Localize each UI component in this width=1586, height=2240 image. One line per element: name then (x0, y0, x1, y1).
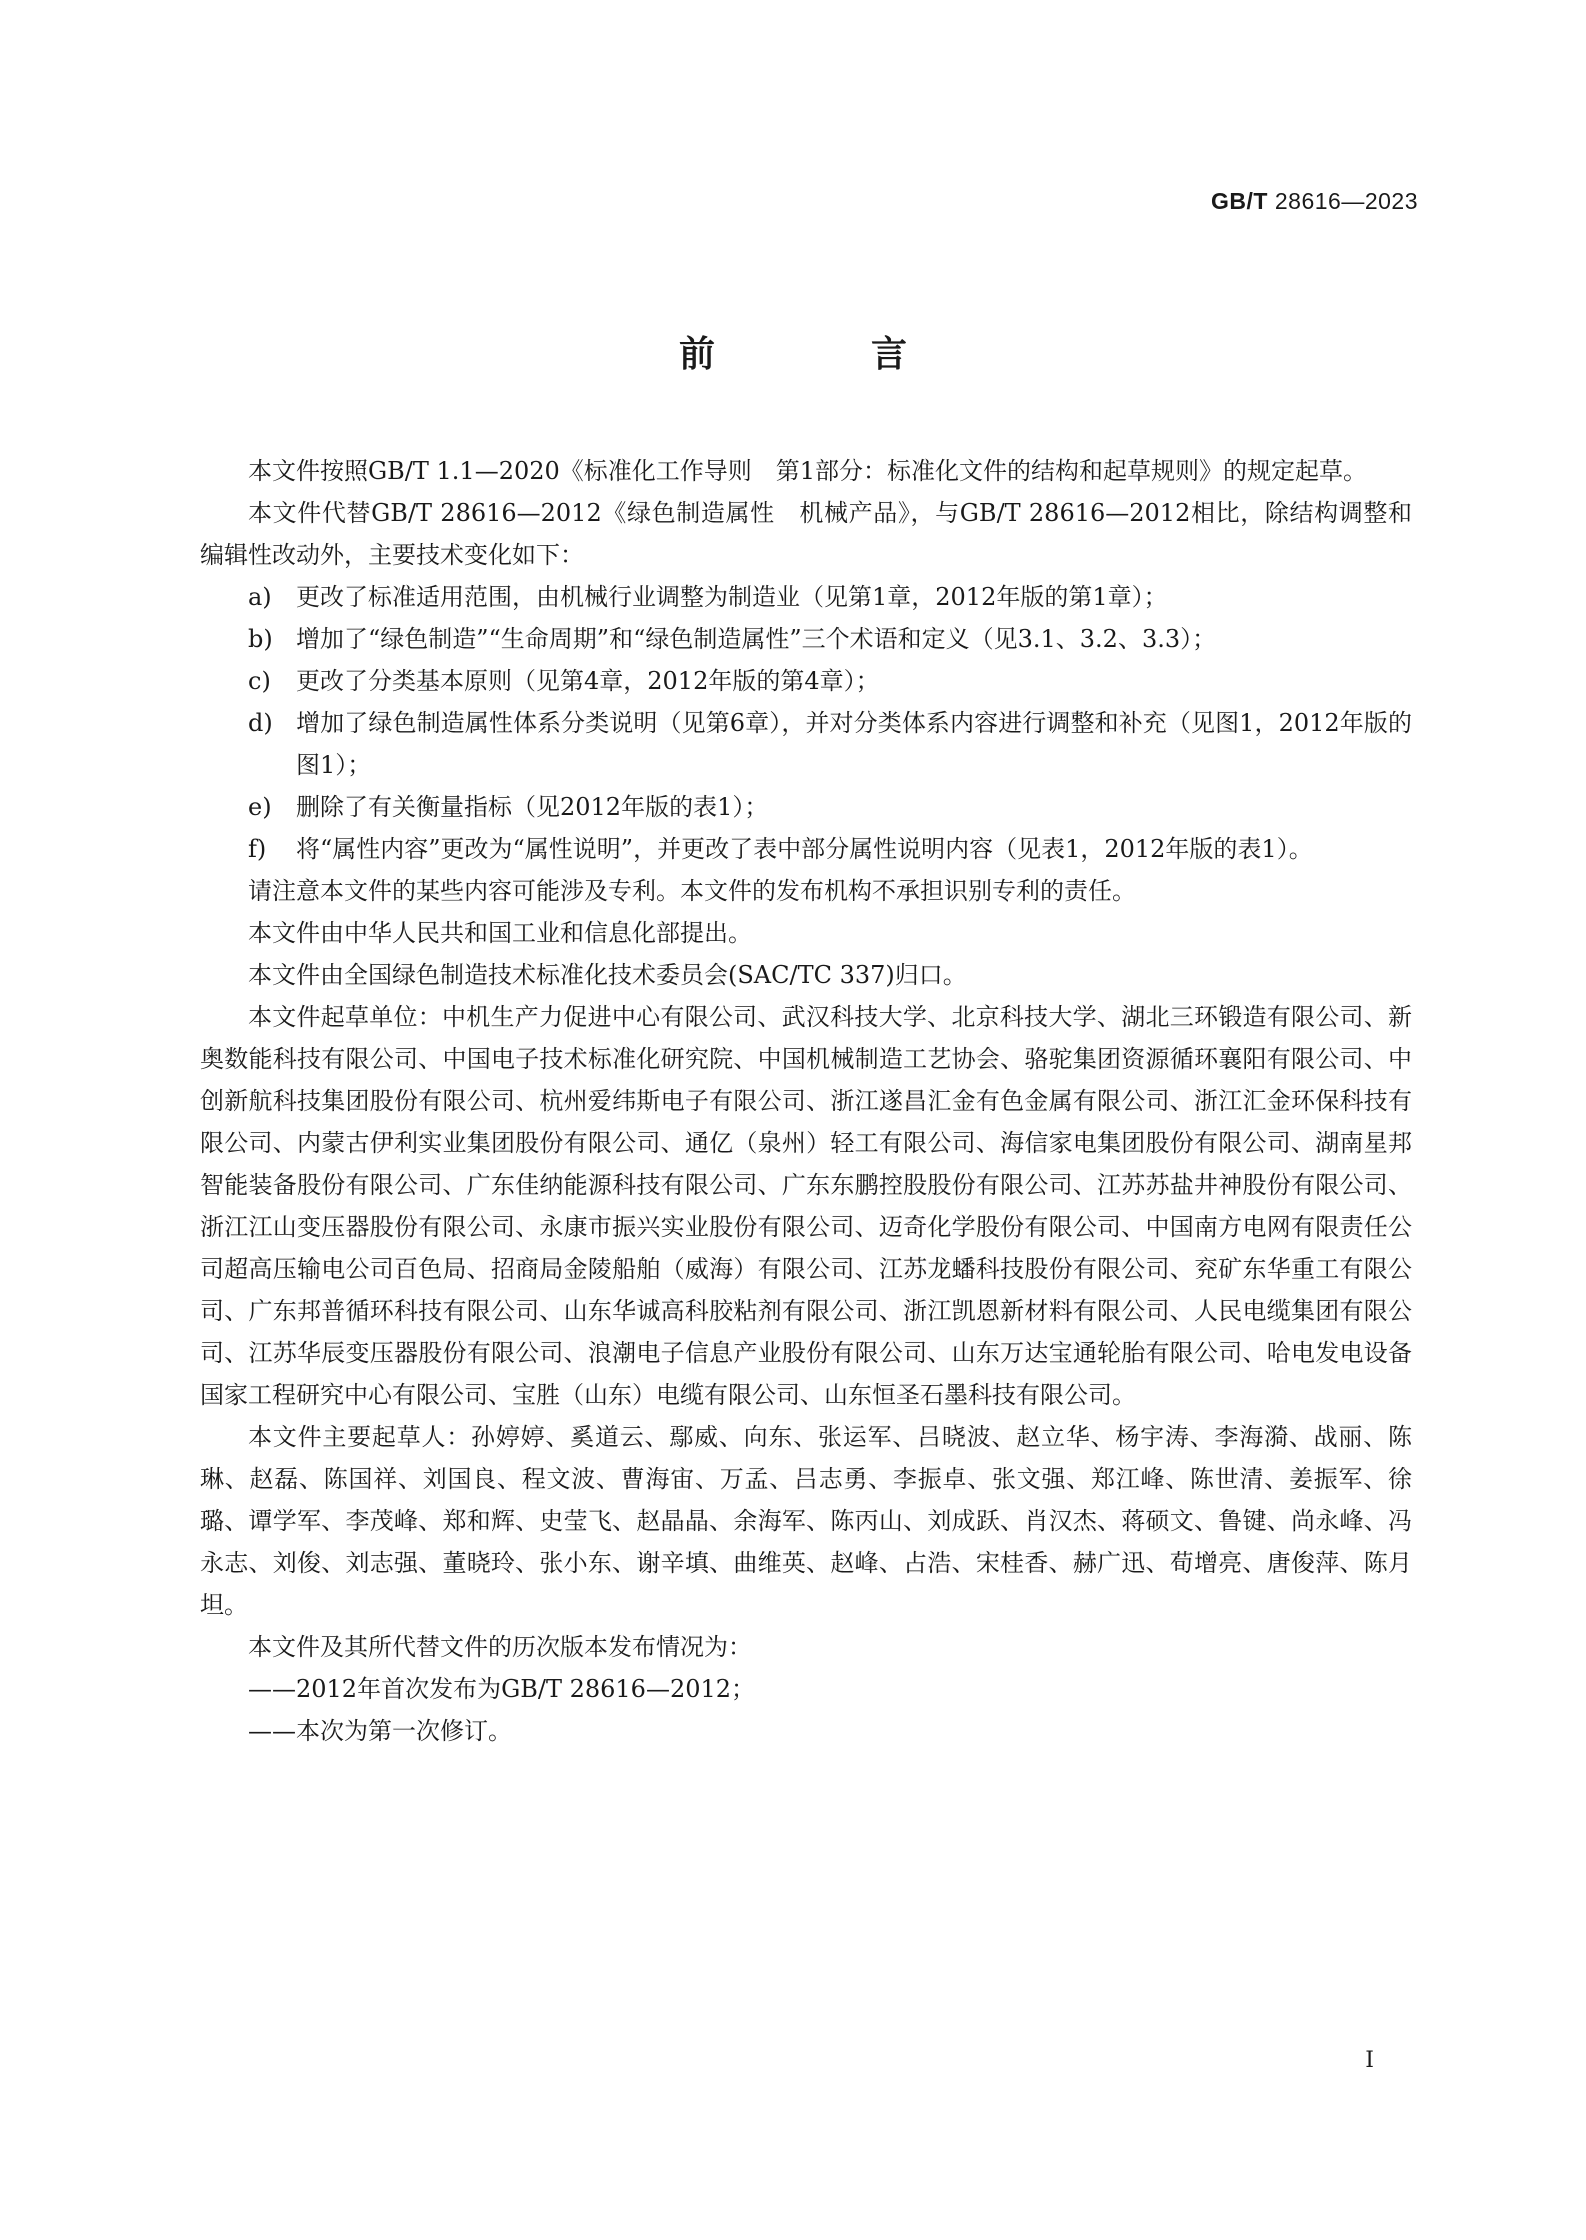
intro-paragraph: 本文件代替GB/T 28616—2012《绿色制造属性 机械产品》，与GB/T 28616—2012相比，除结构调整和编辑性改动外，主要技术变化如下： (200, 499, 1412, 569)
list-item-marker: f) (248, 835, 267, 863)
list-item-text: 更改了分类基本原则（见第4章，2012年版的第4章）； (296, 667, 880, 695)
intro-paragraph: 本文件按照GB/T 1.1—2020《标准化工作导则 第1部分：标准化文件的结构和起草规则》的规定起草。 (248, 457, 1368, 485)
page-number: Ⅰ (1365, 2048, 1374, 2073)
list-item-marker: c) (248, 667, 271, 695)
list-item (200, 576, 1412, 618)
list-item-marker: d) (248, 709, 273, 737)
document-body (200, 450, 1412, 1752)
list-item-marker: e) (248, 793, 272, 821)
drafters: 本文件主要起草人：孙婷婷、奚道云、鄢威、向东、张运军、吕晓波、赵立华、杨宇涛、李海漪、战丽、陈琳、赵磊、陈国祥、刘国良、程文波、曹海宙、万孟、吕志勇、李振卓、张文强、郑江峰、陈世清、姜振军、徐璐、谭学军、李茂峰、郑和辉、史莹飞、赵晶晶、余海军、陈丙山、刘成跃、肖汉杰、蒋硕文、鲁键、尚永峰、冯永志、刘俊、刘志强、董晓玲、张小东、谢辛填、曲维英、赵峰、占浩、宋桂香、赫广迅、荀增亮、唐俊萍、陈月坦。 (200, 1423, 1412, 1619)
proposer-statement: 本文件由中华人民共和国工业和信息化部提出。 (248, 919, 752, 947)
list-item-text: 增加了绿色制造属性体系分类说明（见第6章），并对分类体系内容进行调整和补充（见图1，2012年版的图1）； (296, 709, 1412, 779)
list-item-marker: b) (248, 625, 273, 653)
changes-list (200, 576, 1412, 870)
list-item (200, 828, 1412, 870)
history-item: ——2012年首次发布为GB/T 28616—2012； (248, 1675, 756, 1703)
list-item-marker: a) (248, 583, 272, 611)
list-item-text: 删除了有关衡量指标（见2012年版的表1）； (296, 793, 769, 821)
list-item-text: 更改了标准适用范围，由机械行业调整为制造业（见第1章，2012年版的第1章）； (296, 583, 1168, 611)
list-item (200, 786, 1412, 828)
document-code (1211, 188, 1418, 215)
page-title: 前 言 (678, 334, 967, 375)
list-item-text: 增加了“绿色制造”“生命周期”和“绿色制造属性”三个术语和定义（见3.1、3.2、3.3）； (296, 625, 1217, 653)
list-item (200, 660, 1412, 702)
history-intro: 本文件及其所代替文件的历次版本发布情况为： (248, 1633, 752, 1661)
document-code-number: 28616—2023 (1274, 188, 1418, 214)
committee-statement: 本文件由全国绿色制造技术标准化技术委员会(SAC/TC 337)归口。 (248, 961, 967, 989)
drafting-organizations: 本文件起草单位：中机生产力促进中心有限公司、武汉科技大学、北京科技大学、湖北三环锻造有限公司、新奥数能科技有限公司、中国电子技术标准化研究院、中国机械制造工艺协会、骆驼集团资源循环襄阳有限公司、中创新航科技集团股份有限公司、杭州爱纬斯电子有限公司、浙江遂昌汇金有色金属有限公司、浙江汇金环保科技有限公司、内蒙古伊利实业集团股份有限公司、通亿（泉州）轻工有限公司、海信家电集团股份有限公司、湖南星邦智能装备股份有限公司、广东佳纳能源科技有限公司、广东东鹏控股股份有限公司、江苏苏盐井神股份有限公司、浙江江山变压器股份有限公司、永康市振兴实业股份有限公司、迈奇化学股份有限公司、中国南方电网有限责任公司超高压输电公司百色局、招商局金陵船舶（威海）有限公司、江苏龙蟠科技股份有限公司、兖矿东华重工有限公司、广东邦普循环科技有限公司、山东华诚高科胶粘剂有限公司、浙江凯恩新材料有限公司、人民电缆集团有限公司、江苏华辰变压器股份有限公司、浪潮电子信息产业股份有限公司、山东万达宝通轮胎有限公司、哈电发电设备国家工程研究中心有限公司、宝胜（山东）电缆有限公司、山东恒圣石墨科技有限公司。 (200, 1003, 1412, 1409)
list-item (200, 618, 1412, 660)
history-item: ——本次为第一次修订。 (248, 1717, 512, 1745)
document-code-prefix: GB/T (1211, 188, 1268, 214)
list-item-text: 将“属性内容”更改为“属性说明”，并更改了表中部分属性说明内容（见表1，2012年版的表1）。 (296, 835, 1313, 863)
list-item (200, 702, 1412, 786)
patent-notice: 请注意本文件的某些内容可能涉及专利。本文件的发布机构不承担识别专利的责任。 (248, 877, 1136, 905)
